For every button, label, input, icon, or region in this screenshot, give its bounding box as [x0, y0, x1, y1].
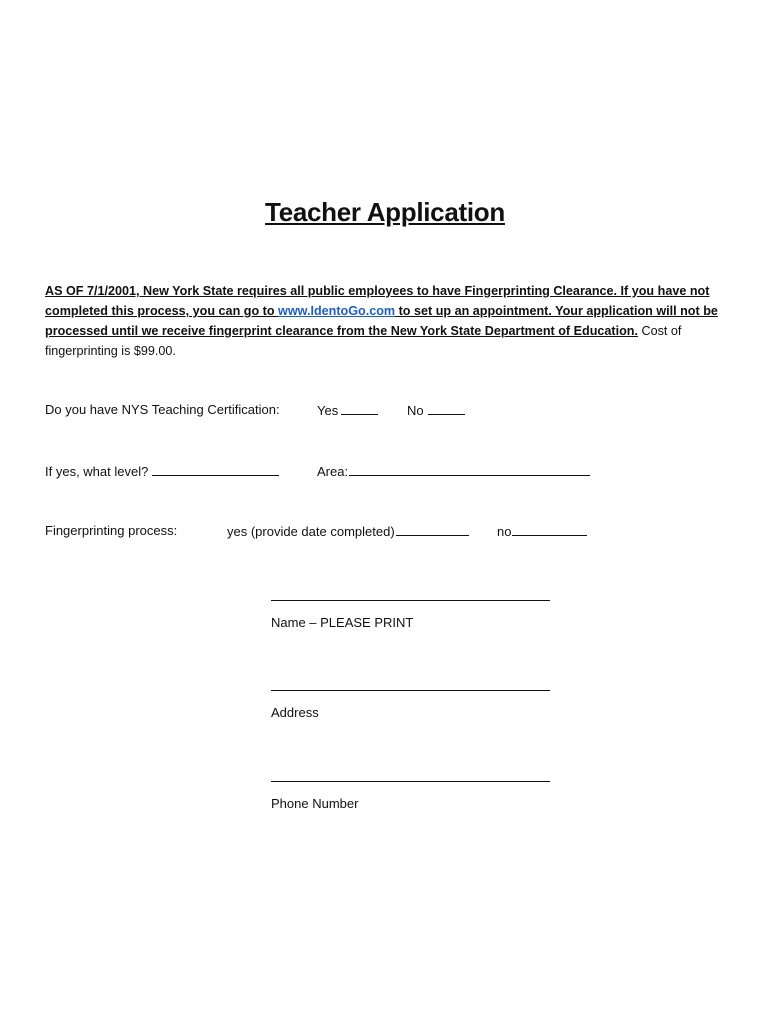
level-question: If yes, what level? [45, 464, 149, 479]
certification-no-label: No [407, 403, 424, 418]
phone-signature-line[interactable] [271, 780, 550, 782]
phone-label: Phone Number [271, 796, 359, 811]
name-signature-line[interactable] [271, 599, 550, 601]
certification-question: Do you have NYS Teaching Certification: [45, 402, 280, 417]
notice-cost-text: Cost of fingerprinting is $99.00. [45, 324, 682, 358]
certification-no-option [407, 402, 465, 418]
fingerprinting-no-label: no [497, 524, 512, 539]
certification-yes-option [317, 402, 378, 418]
notice-text-part2: to set up an appointment. Your application will not be processed until we receive fingerprint clearance from the New York State Department of Education. [45, 304, 718, 338]
area-row [317, 463, 590, 479]
level-blank[interactable] [152, 463, 279, 476]
fingerprinting-no-option [497, 523, 587, 539]
fingerprinting-date-blank[interactable] [396, 523, 469, 536]
page-title: Teacher Application [265, 197, 505, 227]
fingerprinting-no-blank[interactable] [512, 523, 587, 536]
area-blank[interactable] [349, 463, 590, 476]
certification-yes-blank[interactable] [341, 402, 378, 415]
name-label: Name – PLEASE PRINT [271, 615, 414, 630]
fingerprinting-yes-option [227, 523, 469, 539]
certification-yes-label: Yes [317, 403, 339, 418]
notice-text-part1: AS OF 7/1/2001, New York State requires all public employees to have Fingerprinting Clearance. If you have not completed this process, you can go to [45, 284, 710, 318]
address-signature-line[interactable] [271, 689, 550, 691]
identogo-link[interactable]: www.IdentoGo.com [278, 304, 396, 318]
level-row [45, 463, 279, 479]
certification-no-blank[interactable] [428, 402, 465, 415]
address-label: Address [271, 705, 319, 720]
fingerprint-notice [45, 281, 730, 361]
fingerprinting-label: Fingerprinting process: [45, 523, 178, 538]
fingerprinting-yes-label: yes (provide date completed) [227, 524, 395, 539]
area-label: Area: [317, 464, 349, 479]
